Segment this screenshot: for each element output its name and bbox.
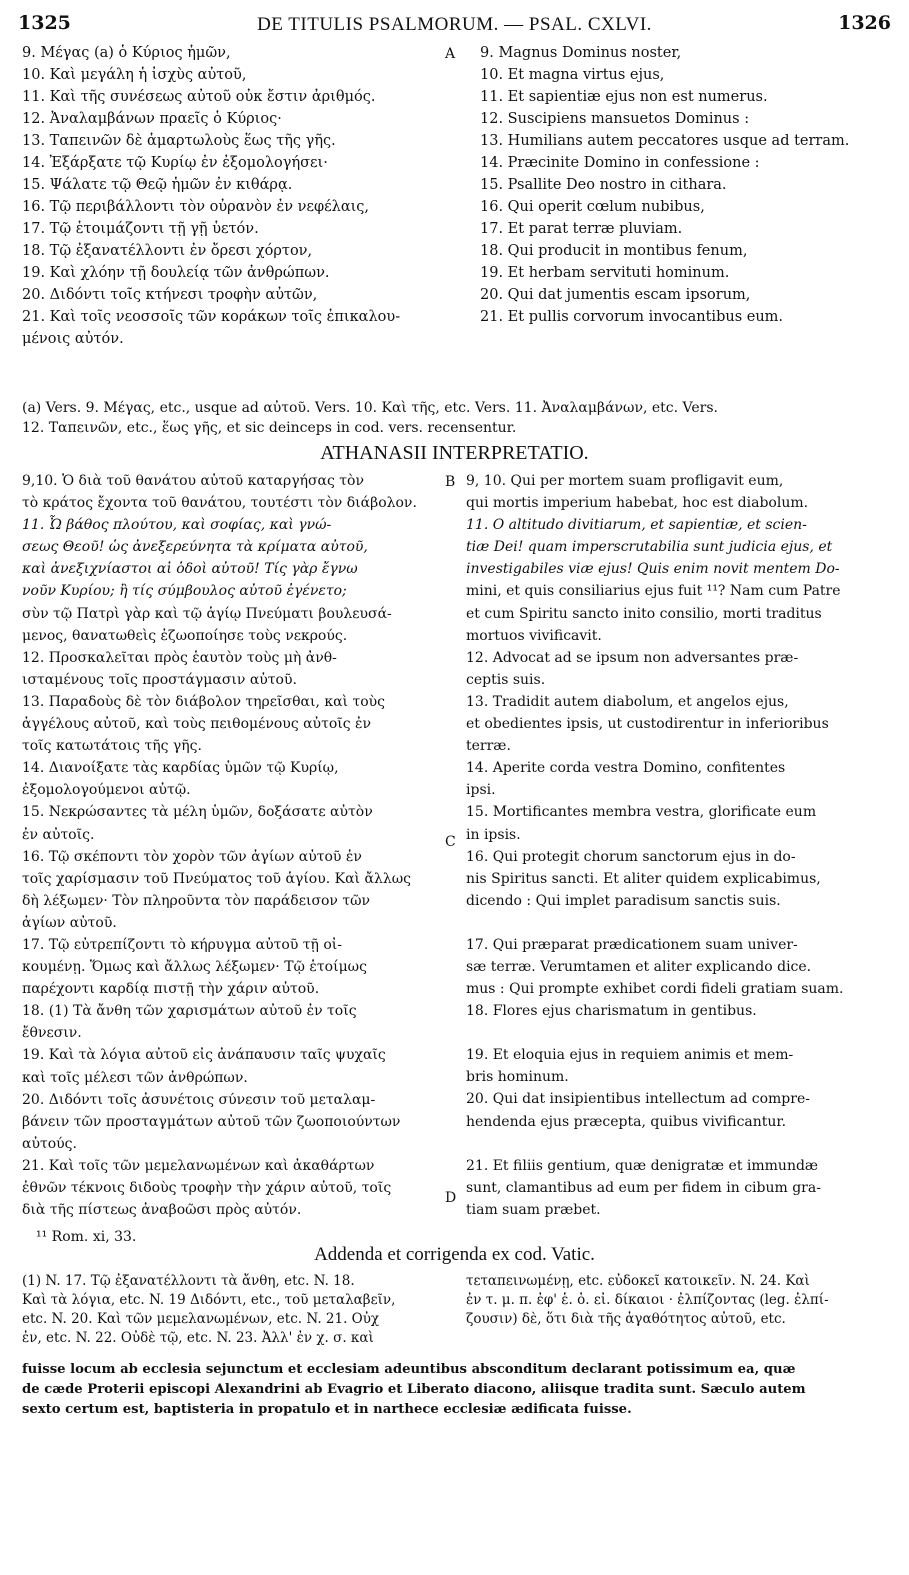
interp-greek-line: δὴ λέξωμεν· Τὸν πληροῦντα τὸν παράδεισον τῶν — [22, 892, 371, 909]
psalm-greek-column — [22, 42, 452, 350]
interp-greek-line: 18. (1) Τὰ ἄνθη τῶν χαρισμάτων αὐτοῦ ἐν τοῖς — [22, 1003, 357, 1020]
interp-latin-line: mus : Qui prompte exhibet cordi fideli gratiam suam. — [466, 981, 844, 998]
addenda-heading: Addenda et corrigenda ex cod. Vatic. — [314, 1244, 595, 1265]
psalm-greek-line: μένοις αὐτόν. — [22, 331, 124, 347]
bottom-line: sexto certum est, baptisteria in propatulo et in narthece ecclesiæ ædificata fuisse. — [22, 1402, 632, 1417]
interp-latin-line: in ipsis. — [466, 826, 521, 843]
margin-letter-c: C — [445, 834, 456, 850]
interp-greek-line: βάνειν τῶν προσταγμάτων αὐτοῦ τῶν ζωοποιούντων — [22, 1113, 401, 1130]
interp-latin-line: tiam suam præbet. — [466, 1201, 601, 1218]
interp-greek-line: ἐν αὐτοῖς. — [22, 826, 95, 843]
psalm-latin-line: 18. Qui producit in montibus fenum, — [480, 243, 748, 259]
psalm-greek-line: 15. Ψάλατε τῷ Θεῷ ἡμῶν ἐν κιθάρᾳ. — [22, 177, 293, 193]
psalm-latin-line: 20. Qui dat jumentis escam ipsorum, — [480, 287, 751, 303]
interpretation-greek-column — [22, 470, 452, 1221]
interp-latin-line: investigabiles viæ ejus! Quis enim novit mentem Do- — [466, 561, 840, 578]
interp-latin-line: 18. Flores ejus charismatum in gentibus. — [466, 1003, 757, 1020]
psalm-greek-line: 11. Καὶ τῆς συνέσεως αὐτοῦ οὐκ ἔστιν ἀριθμός. — [22, 89, 376, 105]
interp-latin-line: et cum Spiritu sancto inito consilio, morti traditus — [466, 605, 822, 622]
interp-greek-line: ισταμένους τοῖς προστάγμασιν αὐτοῦ. — [22, 671, 297, 688]
psalm-greek-line: 21. Καὶ τοῖς νεοσσοῖς τῶν κοράκων τοῖς ἐπικαλου- — [22, 309, 401, 325]
interp-greek-line: 15. Νεκρώσαντες τὰ μέλη ὑμῶν, δοξάσατε αὐτὸν — [22, 804, 373, 821]
interp-greek-line: 17. Τῷ εὐτρεπίζοντι τὸ κήρυγμα αὐτοῦ τῇ οἰ- — [22, 936, 343, 953]
interp-greek-line: ἐθνῶν τέκνοις διδοὺς τροφὴν τὴν χάριν αὐτοῦ, τοῖς — [22, 1180, 392, 1196]
interp-latin-line: tiæ Dei! quam imperscrutabilia sunt judicia ejus, et — [466, 539, 833, 556]
psalm-latin-line: 14. Præcinite Domino in confessione : — [480, 155, 760, 171]
interp-latin-line: 12. Advocat ad se ipsum non adversantes præ- — [466, 649, 799, 666]
addenda-right-column — [466, 1272, 896, 1329]
psalm-latin-line: 15. Psallite Deo nostro in cithara. — [480, 177, 727, 193]
interp-latin-line: 15. Mortificantes membra vestra, glorificate eum — [466, 804, 817, 821]
interp-latin-line: ipsi. — [466, 782, 496, 799]
interp-latin-line: mini, et quis consiliarius ejus fuit ¹¹? Nam cum Patre — [466, 583, 841, 600]
addenda-line: Καὶ τὰ λόγια, etc. N. 19 Διδόντι, etc., τοῦ μεταλαβεῖν, — [22, 1292, 396, 1308]
psalm-greek-line: 17. Τῷ ἑτοιμάζοντι τῇ γῇ ὑετόν. — [22, 221, 259, 237]
interp-greek-line: 11. Ὦ βάθος πλούτου, καὶ σοφίας, καὶ γνώ- — [22, 517, 332, 534]
running-header — [18, 12, 891, 40]
interp-latin-line: 17. Qui præparat prædicationem suam univer- — [466, 936, 798, 953]
interp-greek-line: ἔθνεσιν. — [22, 1025, 82, 1042]
page-number-left: 1325 — [18, 12, 71, 34]
interp-greek-line: καὶ ἀνεξιχνίαστοι αἱ ὁδοὶ αὐτοῦ! Τίς γὰρ ἔγνω — [22, 561, 358, 578]
addenda-line: ἐν, etc. N. 22. Οὐδὲ τῷ, etc. N. 23. Ἀλλ' ἐν χ. σ. καὶ — [22, 1330, 374, 1346]
psalm-greek-line: 10. Καὶ μεγάλη ἡ ἰσχὺς αὐτοῦ, — [22, 67, 247, 83]
psalm-latin-line: 17. Et parat terræ pluviam. — [480, 221, 683, 237]
interp-latin-line: 16. Qui protegit chorum sanctorum ejus in do- — [466, 848, 796, 865]
interp-greek-line: ἀγγέλους αὐτοῦ, καὶ τοὺς πειθομένους αὐτοῖς ἐν — [22, 716, 372, 733]
interp-latin-line: bris hominum. — [466, 1069, 569, 1086]
interp-greek-line: 20. Διδόντι τοῖς ἀσυνέτοις σύνεσιν τοῦ μεταλαμ- — [22, 1091, 376, 1108]
addenda-line: τεταπεινωμένῃ, etc. εὐδοκεῖ κατοικεῖν. N. 24. Καὶ — [466, 1273, 810, 1289]
addenda-line: ζουσιν) δὲ, ὅτι διὰ τῆς ἀγαθότητος αὐτοῦ, etc. — [466, 1311, 786, 1327]
interp-latin-line: sæ terræ. Verumtamen et aliter explicando dice. — [466, 958, 812, 975]
interp-greek-line: παρέχοντι καρδίᾳ πιστῇ τὴν χάριν αὐτοῦ. — [22, 981, 320, 998]
interp-greek-line: τὸ κράτος ἔχοντα τοῦ θανάτου, τουτέστι τὸν διάβολον. — [22, 495, 417, 512]
page-number-right: 1326 — [838, 12, 891, 34]
psalm-latin-line: 12. Suscipiens mansuetos Dominus : — [480, 111, 750, 127]
interp-latin-line: 13. Tradidit autem diabolum, et angelos ejus, — [466, 693, 789, 710]
psalm-latin-line: 10. Et magna virtus ejus, — [480, 67, 665, 83]
note-a-line: 12. Ταπεινῶν, etc., ἕως γῆς, et sic deinceps in cod. vers. recensentur. — [22, 420, 517, 436]
interp-latin-line: dicendo : Qui implet paradisum sanctis suis. — [466, 892, 781, 909]
addenda-left-column — [22, 1272, 452, 1348]
interp-latin-spacer — [466, 912, 896, 934]
interp-greek-line: τοῖς χαρίσμασιν τοῦ Πνεύματος τοῦ ἁγίου. Καὶ ἄλλως — [22, 870, 411, 887]
margin-letter-d: D — [445, 1190, 457, 1206]
interp-greek-line: 16. Τῷ σκέποντι τὸν χορὸν τῶν ἁγίων αὐτοῦ ἐν — [22, 848, 362, 865]
interp-greek-line: μενος, θανατωθεὶς ἐζωοποίησε τοὺς νεκρούς. — [22, 627, 348, 644]
interp-greek-line: ἁγίων αὐτοῦ. — [22, 914, 117, 931]
interpretation-heading: ATHANASII INTERPRETATIO. — [320, 442, 589, 464]
bottom-paragraph — [22, 1360, 902, 1420]
margin-letter-a: A — [445, 46, 456, 62]
addenda-line: ἐν τ. μ. π. ἐφ' ἑ. ὁ. εἰ. δίκαιοι · ἐλπίζοντας (leg. ἐλπί- — [466, 1292, 829, 1308]
bottom-line: fuisse locum ab ecclesia sejunctum et ecclesiam adeuntibus absconditum declarant potissimum ea, quæ — [22, 1362, 796, 1377]
psalm-latin-line: 11. Et sapientiæ ejus non est numerus. — [480, 89, 768, 105]
interp-latin-line: ceptis suis. — [466, 671, 546, 688]
interp-latin-line: et obedientes ipsis, ut custodirentur in inferioribus — [466, 716, 829, 733]
psalm-greek-line: 18. Τῷ ἐξανατέλλοντι ἐν ὄρεσι χόρτον, — [22, 243, 313, 259]
interp-latin-line: 9, 10. Qui per mortem suam profligavit eum, — [466, 473, 784, 489]
interp-latin-spacer — [466, 1133, 896, 1155]
interp-latin-line: 19. Et eloquia ejus in requiem animis et mem- — [466, 1047, 794, 1064]
interpretation-latin-column — [466, 470, 896, 1221]
psalm-latin-line: 16. Qui operit cœlum nubibus, — [480, 199, 705, 215]
psalm-latin-line: 13. Humilians autem peccatores usque ad terram. — [480, 133, 850, 149]
interp-greek-line: 12. Προσκαλεῖται πρὸς ἑαυτὸν τοὺς μὴ ἀνθ- — [22, 649, 337, 666]
interp-greek-line: τοῖς κατωτάτοις τῆς γῆς. — [22, 738, 202, 755]
footnote-line: ¹¹ Rom. xi, 33. — [36, 1229, 137, 1245]
interp-latin-line: qui mortis imperium habebat, hoc est diabolum. — [466, 495, 809, 512]
interp-greek-line: καὶ τοῖς μέλεσι τῶν ἀνθρώπων. — [22, 1069, 248, 1086]
interp-latin-line: 11. O altitudo divitiarum, et sapientiæ, et scien- — [466, 517, 807, 534]
psalm-latin-line: 9. Magnus Dominus noster, — [480, 45, 682, 61]
interp-greek-line: κουμένῃ. Ὅμως καὶ ἄλλως λέξωμεν· Τῷ ἑτοίμως — [22, 959, 367, 976]
note-a — [22, 398, 892, 438]
interp-latin-line: mortuos vivificavit. — [466, 627, 602, 644]
interp-greek-line: σὺν τῷ Πατρὶ γὰρ καὶ τῷ ἁγίῳ Πνεύματι βουλευσά- — [22, 605, 392, 622]
psalm-greek-line: 12. Ἀναλαμβάνων πραεῖς ὁ Κύριος· — [22, 111, 282, 127]
psalm-latin-line: 19. Et herbam servituti hominum. — [480, 265, 730, 281]
interp-greek-line: σεως Θεοῦ! ὡς ἀνεξερεύνητα τὰ κρίματα αὐτοῦ, — [22, 539, 368, 556]
note-a-line: (a) Vers. 9. Μέγας, etc., usque ad αὐτοῦ. Vers. 10. Καὶ τῆς, etc. Vers. 11. Ἀναλαμβάνων, etc. Vers. — [22, 400, 718, 416]
margin-letter-b: B — [445, 474, 456, 490]
interp-latin-line: terræ. — [466, 738, 511, 755]
interp-greek-line: αὐτούς. — [22, 1135, 77, 1152]
interp-greek-line: 14. Διανοίξατε τὰς καρδίας ὑμῶν τῷ Κυρίῳ, — [22, 760, 339, 777]
interp-latin-line: hendenda ejus præcepta, quibus vivificantur. — [466, 1113, 787, 1130]
interp-latin-line: nis Spiritus sancti. Et aliter quidem explicabimus, — [466, 870, 821, 887]
interp-greek-line: 9,10. Ὁ διὰ τοῦ θανάτου αὐτοῦ καταργήσας τὸν — [22, 473, 364, 489]
interp-latin-line: 21. Et filiis gentium, quæ denigratæ et immundæ — [466, 1157, 819, 1174]
interp-greek-line: 13. Παραδοὺς δὲ τὸν διάβολον τηρεῖσθαι, καὶ τοὺς — [22, 693, 386, 710]
interp-greek-line: 21. Καὶ τοῖς τῶν μεμελανωμένων καὶ ἀκαθάρτων — [22, 1157, 375, 1174]
addenda-line: etc. N. 20. Καὶ τῶν μεμελανωμένων, etc. N. 21. Οὐχ — [22, 1311, 380, 1327]
addenda-line: (1) N. 17. Τῷ ἐξανατέλλοντι τὰ ἄνθη, etc. N. 18. — [22, 1273, 355, 1289]
psalm-latin-line: 21. Et pullis corvorum invocantibus eum. — [480, 309, 784, 325]
interp-latin-spacer — [466, 1022, 896, 1044]
interp-latin-line: 20. Qui dat insipientibus intellectum ad compre- — [466, 1091, 810, 1108]
psalm-greek-line: 14. Ἐξάρξατε τῷ Κυρίῳ ἐν ἐξομολογήσει· — [22, 155, 328, 171]
interp-greek-line: 19. Καὶ τὰ λόγια αὐτοῦ εἰς ἀνάπαυσιν ταῖς ψυχαῖς — [22, 1047, 386, 1064]
psalm-greek-line: 13. Ταπεινῶν δὲ ἁμαρτωλοὺς ἕως τῆς γῆς. — [22, 133, 336, 149]
bottom-line: de cæde Proterii episcopi Alexandrini ab Evagrio et Liberato diacono, aliisque tradita sunt. Sæculo autem — [22, 1382, 806, 1397]
running-title: DE TITULIS PSALMORUM. — PSAL. CXLVI. — [257, 14, 652, 35]
psalm-greek-line: 20. Διδόντι τοῖς κτήνεσι τροφὴν αὐτῶν, — [22, 287, 318, 303]
psalm-greek-line: 9. Μέγας (a) ὁ Κύριος ἡμῶν, — [22, 45, 231, 61]
interp-greek-line: διὰ τῆς πίστεως ἀναβοῶσι πρὸς αὐτόν. — [22, 1202, 302, 1219]
interp-greek-line: νοῦν Κυρίου; ἢ τίς σύμβουλος αὐτοῦ ἐγένετο; — [22, 583, 347, 600]
interp-latin-line: 14. Aperite corda vestra Domino, confitentes — [466, 760, 786, 777]
interp-latin-line: sunt, clamantibus ad eum per fidem in cibum gra- — [466, 1179, 821, 1196]
interp-greek-line: ἐξομολογούμενοι αὐτῷ. — [22, 782, 191, 799]
psalm-greek-line: 19. Καὶ χλόην τῇ δουλείᾳ τῶν ἀνθρώπων. — [22, 265, 330, 281]
psalm-greek-line: 16. Τῷ περιβάλλοντι τὸν οὐρανὸν ἐν νεφέλαις, — [22, 199, 370, 215]
psalm-latin-column — [480, 42, 890, 328]
